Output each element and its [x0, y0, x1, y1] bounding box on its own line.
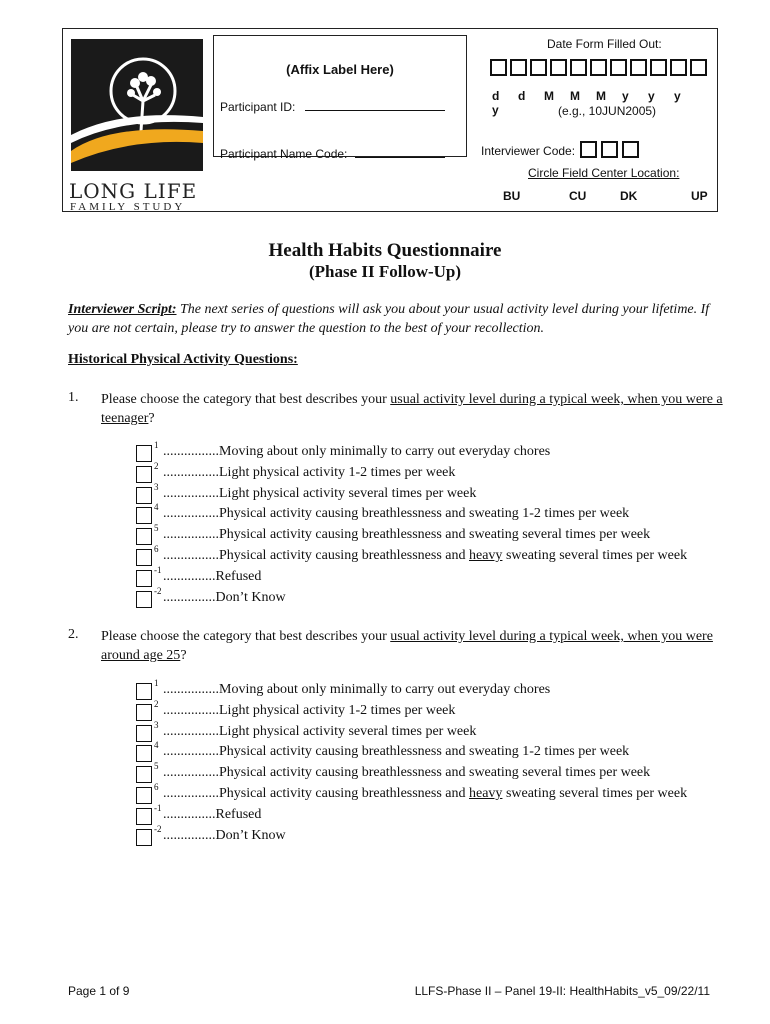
option-text: ................Light physical activity 1-2 times per week [163, 702, 456, 718]
checkbox[interactable] [136, 549, 152, 566]
page-number: Page 1 of 9 [68, 984, 130, 998]
date-digit-box[interactable] [490, 59, 507, 76]
option-text: ................Light physical activity several times per week [163, 485, 477, 501]
checkbox[interactable] [136, 808, 152, 825]
date-format-char: y [622, 89, 629, 103]
option-text: ................Light physical activity several times per week [163, 723, 477, 739]
participant-id-field[interactable] [305, 99, 445, 111]
checkbox[interactable] [136, 507, 152, 524]
date-digit-box[interactable] [650, 59, 667, 76]
date-digit-box[interactable] [690, 59, 707, 76]
checkbox[interactable] [136, 683, 152, 700]
date-format-char: M [596, 89, 606, 103]
interviewer-code-box[interactable] [601, 141, 618, 158]
question-suffix: ? [180, 648, 187, 663]
option-text: ................Moving about only minimally to carry out everyday chores [163, 444, 551, 459]
option-text [163, 548, 687, 564]
question-text [101, 627, 741, 665]
field-center-dk[interactable]: DK [620, 189, 638, 203]
date-example: (e.g., 10JUN2005) [558, 104, 657, 118]
date-digit-box[interactable] [550, 59, 567, 76]
script-text: The next series of questions will ask you about your usual activity level during your lifetime. If you are not certain, please try to answer the question to the best of your recollection. [68, 302, 710, 336]
checkbox[interactable] [136, 528, 152, 545]
checkbox[interactable] [136, 745, 152, 762]
date-digit-box[interactable] [570, 59, 587, 76]
option-code: 3 [154, 481, 159, 492]
section-title: Historical Physical Activity Questions: [68, 352, 298, 367]
date-digit-box[interactable] [510, 59, 527, 76]
date-digit-box[interactable] [590, 59, 607, 76]
option-text-pre: ................Physical activity causing breathlessness and [163, 785, 469, 801]
affix-label-box [213, 35, 467, 161]
option-text: ...............Refused [163, 568, 262, 584]
page-subtitle: (Phase II Follow-Up) [308, 262, 462, 281]
checkbox[interactable] [136, 487, 152, 504]
option-code: -1 [154, 802, 162, 813]
option-text: ...............Don’t Know [163, 827, 286, 843]
date-format-char: d [492, 89, 500, 103]
option-text [163, 786, 687, 802]
option-text: ................Light physical activity 1-2 times per week [163, 464, 456, 480]
date-format-char: d [518, 89, 526, 103]
question-text [101, 390, 741, 428]
option-text-heavy: heavy [469, 785, 503, 801]
option-code: 5 [154, 761, 159, 772]
participant-id-row [220, 99, 445, 114]
option-code: 2 [154, 460, 159, 471]
checkbox[interactable] [136, 787, 152, 804]
affix-label-title: (Affix Label Here) [286, 62, 394, 77]
option-text-post: sweating several times per week [502, 547, 688, 563]
participant-name-field[interactable] [355, 146, 445, 158]
interviewer-code-row [481, 141, 641, 158]
checkbox[interactable] [136, 829, 152, 846]
option-text-pre: ................Physical activity causing breathlessness and [163, 547, 469, 563]
option-code: 6 [154, 781, 159, 792]
tree-logo-icon [71, 39, 203, 171]
checkbox[interactable] [136, 591, 152, 608]
date-boxes [490, 59, 710, 81]
option-text: ...............Don’t Know [163, 589, 286, 605]
option-text: ................Physical activity causing breathlessness and sweating several times per week [163, 765, 651, 781]
study-logo [63, 29, 211, 211]
option-code: -2 [154, 823, 162, 834]
date-digit-box[interactable] [630, 59, 647, 76]
option-code: 2 [154, 698, 159, 709]
field-center-bu[interactable]: BU [503, 189, 521, 203]
interviewer-code-box[interactable] [580, 141, 597, 158]
field-center-cu[interactable]: CU [569, 189, 587, 203]
checkbox[interactable] [136, 445, 152, 462]
field-center-up[interactable]: UP [691, 189, 708, 203]
option-text: ...............Refused [163, 806, 262, 822]
option-code: 6 [154, 543, 159, 554]
option-code: 5 [154, 523, 159, 534]
option-code: 1 [154, 440, 159, 450]
date-format-char: y [648, 89, 655, 103]
question-prefix: Please choose the category that best describes your [101, 392, 391, 407]
question-number: 1. [68, 390, 79, 405]
date-format-char: y [492, 103, 499, 117]
logo-name: LONG LIFE [69, 179, 198, 203]
script-label: Interviewer Script: [68, 302, 177, 317]
participant-name-row [220, 146, 445, 161]
checkbox[interactable] [136, 725, 152, 742]
question-emphasis: usual activity level during a typical week, when you were a teenager [101, 392, 723, 426]
participant-name-label: Participant Name Code: [220, 147, 348, 161]
date-digit-box[interactable] [610, 59, 627, 76]
date-format-char: y [674, 89, 681, 103]
checkbox[interactable] [136, 704, 152, 721]
date-digit-box[interactable] [670, 59, 687, 76]
field-center-label: Circle Field Center Location: [528, 166, 680, 180]
question-suffix: ? [148, 411, 155, 426]
question-number: 2. [68, 627, 79, 642]
date-format-char: M [544, 89, 554, 103]
option-code: 1 [154, 678, 159, 688]
option-text: ................Physical activity causing breathlessness and sweating several times per week [163, 527, 651, 543]
checkbox[interactable] [136, 466, 152, 483]
form-header [62, 28, 718, 212]
option-text-post: sweating several times per week [502, 785, 688, 801]
option-code: 4 [154, 740, 159, 751]
participant-id-label: Participant ID: [220, 100, 296, 114]
question-prefix: Please choose the category that best describes your [101, 629, 391, 644]
interviewer-code-box[interactable] [622, 141, 639, 158]
logo-subtitle: FAMILY STUDY [70, 201, 186, 213]
date-format-char: M [570, 89, 580, 103]
option-code: -1 [154, 564, 162, 575]
document-id: LLFS-Phase II – Panel 19-II: HealthHabits_v5_09/22/11 [414, 984, 710, 998]
option-code: 4 [154, 502, 159, 513]
option-text: ................Physical activity causing breathlessness and sweating 1-2 times per week [163, 744, 630, 760]
option-text: ................Moving about only minimally to carry out everyday chores [163, 682, 551, 697]
checkbox[interactable] [136, 570, 152, 587]
checkbox[interactable] [136, 766, 152, 783]
date-form-label: Date Form Filled Out: [547, 37, 662, 51]
option-code: 3 [154, 719, 159, 730]
interviewer-script [68, 300, 728, 338]
option-text: ................Physical activity causing breathlessness and sweating 1-2 times per week [163, 506, 630, 522]
option-text-heavy: heavy [469, 547, 503, 563]
page-title: Health Habits Questionnaire [268, 240, 502, 261]
interviewer-code-label: Interviewer Code: [481, 144, 576, 158]
question-emphasis: usual activity level during a typical week, when you were around age 25 [101, 629, 713, 663]
option-code: -2 [154, 585, 162, 596]
date-digit-box[interactable] [530, 59, 547, 76]
